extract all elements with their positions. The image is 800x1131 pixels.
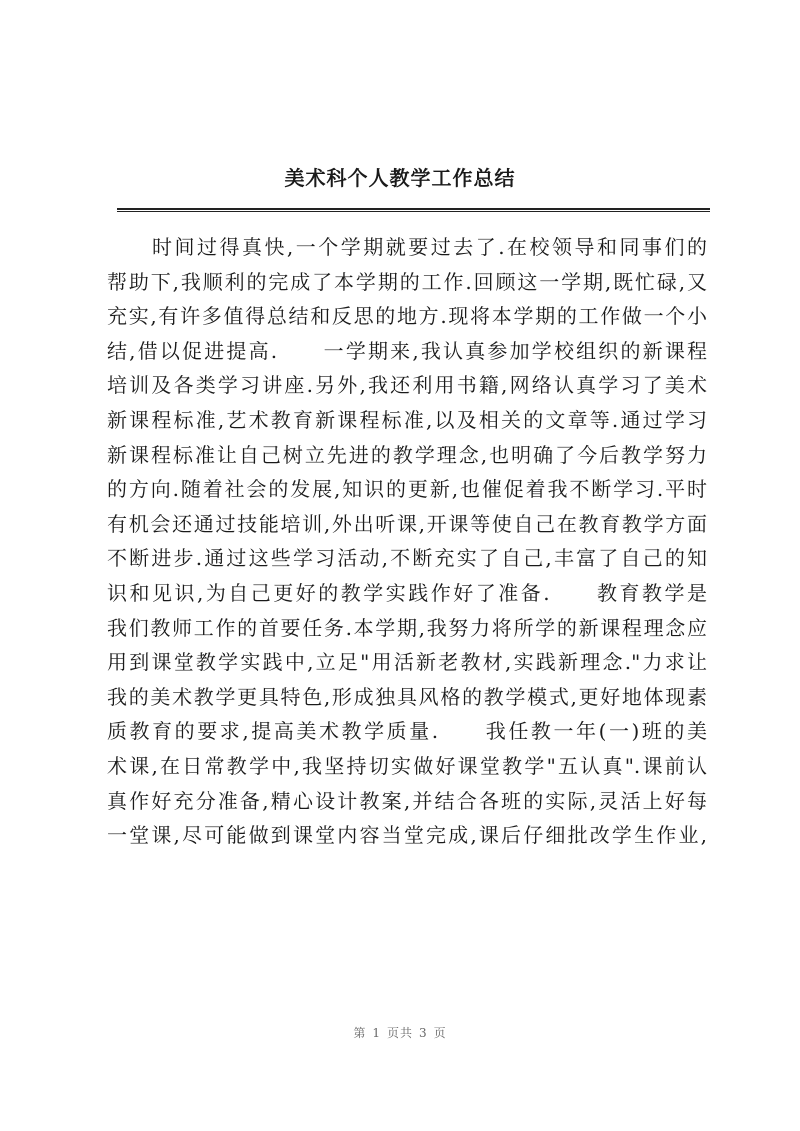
body-line: 质教育的要求,提高美术教学质量. 我任教一年(一)班的美 <box>107 719 707 744</box>
body-text <box>107 230 707 853</box>
footer-suffix: 页 <box>433 1026 447 1040</box>
body-line: 我的美术教学更具特色,形成独具风格的教学模式,更好地体现素 <box>107 684 707 709</box>
page-footer <box>0 1024 800 1042</box>
body-line: 一堂课,尽可能做到课堂内容当堂完成,课后仔细批改学生作业, <box>107 823 707 848</box>
body-line: 术课,在日常教学中,我坚持切实做好课堂教学"五认真".课前认 <box>107 753 707 778</box>
body-line: 培训及各类学习讲座.另外,我还利用书籍,网络认真学习了美术 <box>107 373 707 398</box>
body-line: 识和见识,为自己更好的教学实践作好了准备. 教育教学是 <box>107 580 707 605</box>
body-line: 结,借以促进提高. 一学期来,我认真参加学校组织的新课程 <box>107 338 707 363</box>
page-number: 1 <box>372 1026 381 1040</box>
footer-prefix: 第 <box>353 1026 367 1040</box>
body-line: 新课程标准,艺术教育新课程标准,以及相关的文章等.通过学习 <box>107 407 707 432</box>
document-title: 美术科个人教学工作总结 <box>284 166 516 190</box>
title-divider <box>117 208 710 212</box>
body-line: 充实,有许多值得总结和反思的地方.现将本学期的工作做一个小 <box>107 304 707 329</box>
page-total: 3 <box>419 1026 428 1040</box>
body-line: 的方向.随着社会的发展,知识的更新,也催促着我不断学习.平时 <box>107 477 707 502</box>
body-line: 有机会还通过技能培训,外出听课,开课等使自己在教育教学方面 <box>107 511 707 536</box>
body-line: 用到课堂教学实践中,立足"用活新老教材,实践新理念."力求让 <box>107 650 707 675</box>
body-line: 帮助下,我顺利的完成了本学期的工作.回顾这一学期,既忙碌,又 <box>107 269 707 294</box>
footer-middle: 页共 <box>386 1026 413 1040</box>
body-line: 新课程标准让自己树立先进的教学理念,也明确了今后教学努力 <box>107 442 707 467</box>
body-line: 时间过得真快,一个学期就要过去了.在校领导和同事们的 <box>107 235 707 259</box>
body-line: 我们教师工作的首要任务.本学期,我努力将所学的新课程理念应 <box>107 615 707 640</box>
body-line: 真作好充分准备,精心设计教案,并结合各班的实际,灵活上好每 <box>107 788 707 813</box>
body-line: 不断进步.通过这些学习活动,不断充实了自己,丰富了自己的知 <box>107 546 707 571</box>
